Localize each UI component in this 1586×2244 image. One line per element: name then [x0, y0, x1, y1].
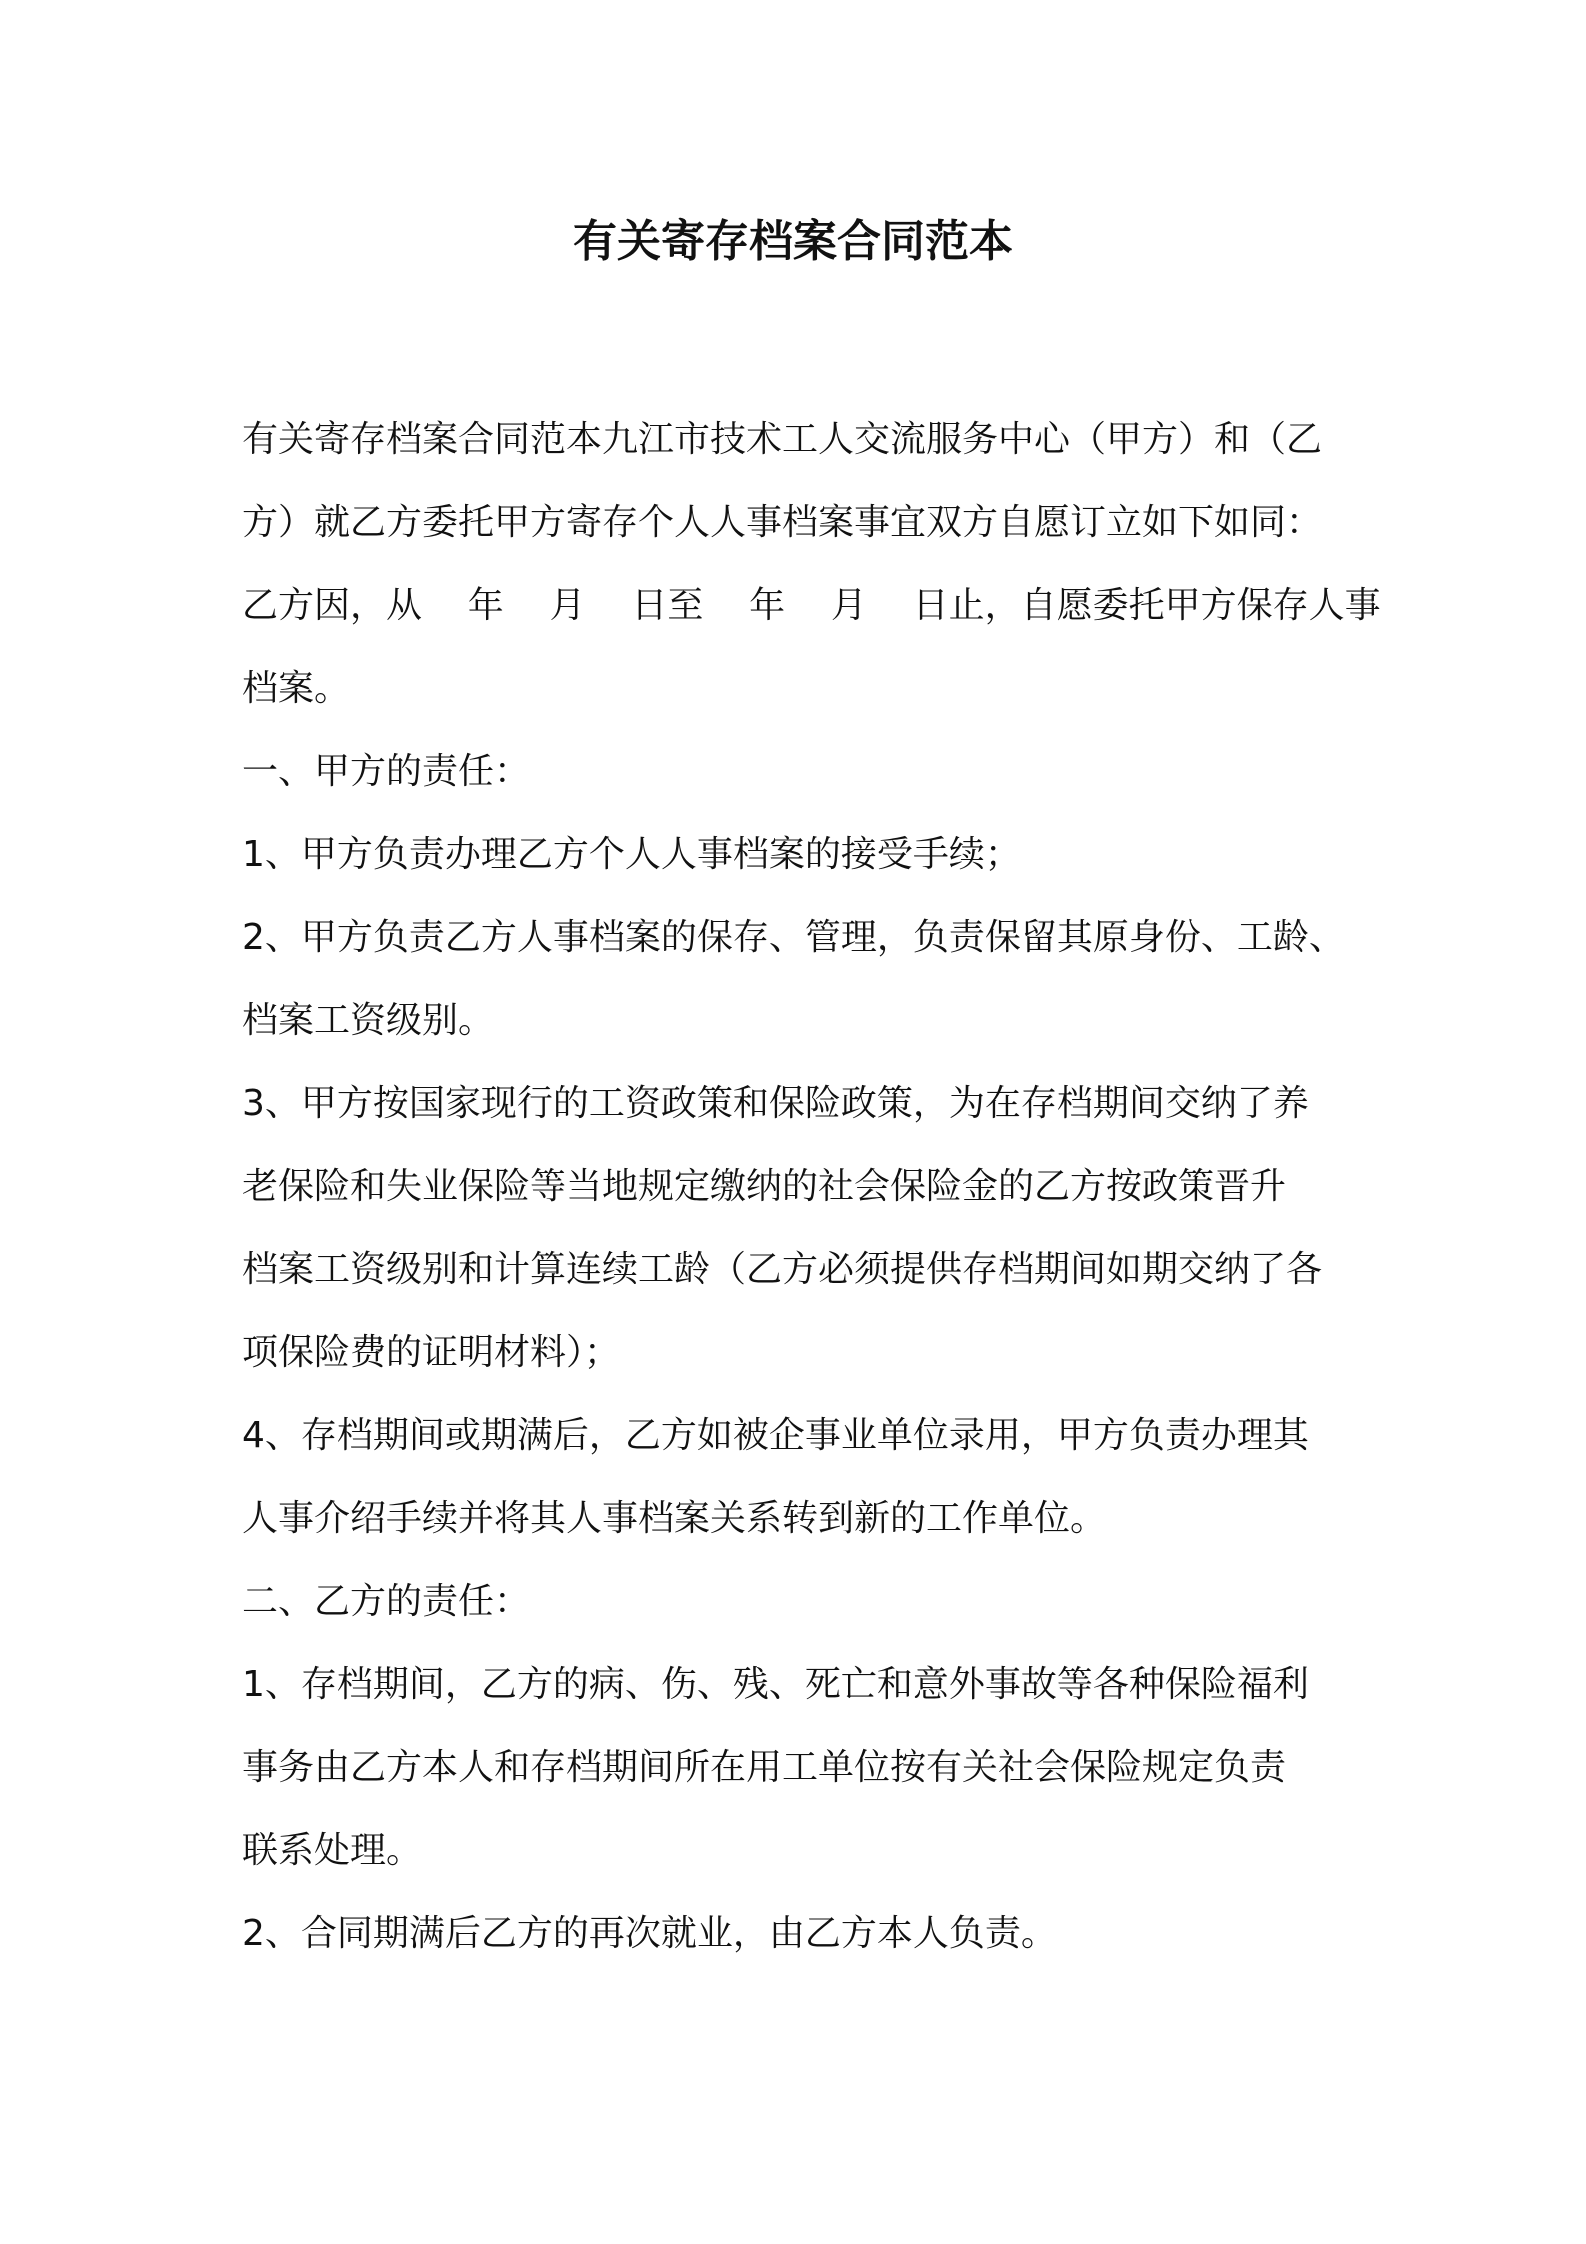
- document-title: 有关寄存档案合同范本: [573, 216, 1013, 267]
- section-heading-party-b: 二、乙方的责任：: [242, 1581, 531, 1622]
- body-line: 档案工资级别。: [242, 1000, 495, 1041]
- body-line: 4、存档期间或期满后，乙方如被企事业单位录用，甲方负责办理其: [242, 1415, 1309, 1456]
- body-line: 方）就乙方委托甲方寄存个人人事档案事宜双方自愿订立如下如同：: [242, 502, 1323, 543]
- body-line: 联系处理。: [242, 1830, 423, 1871]
- body-line: 老保险和失业保险等当地规定缴纳的社会保险金的乙方按政策晋升: [242, 1166, 1287, 1207]
- body-line: 有关寄存档案合同范本九江市技术工人交流服务中心（甲方）和（乙: [242, 419, 1323, 460]
- body-line: 2、甲方负责乙方人事档案的保存、管理，负责保留其原身份、工龄、: [242, 917, 1345, 958]
- document-body: [242, 398, 1381, 1975]
- body-line: 事务由乙方本人和存档期间所在用工单位按有关社会保险规定负责: [242, 1747, 1287, 1788]
- body-line: 人事介绍手续并将其人事档案关系转到新的工作单位。: [242, 1498, 1107, 1539]
- body-line: 档案工资级别和计算连续工龄（乙方必须提供存档期间如期交纳了各: [242, 1249, 1323, 1290]
- body-line: 档案。: [242, 668, 351, 709]
- body-line: 项保险费的证明材料）；: [242, 1332, 621, 1373]
- body-line: 3、甲方按国家现行的工资政策和保险政策，为在存档期间交纳了养: [242, 1083, 1309, 1124]
- body-line: 1、存档期间，乙方的病、伤、残、死亡和意外事故等各种保险福利: [242, 1664, 1309, 1705]
- body-line: 1、甲方负责办理乙方个人人事档案的接受手续；: [242, 834, 1021, 875]
- body-line: 乙方因，从 年 月 日至 年 月 日止，自愿委托甲方保存人事: [242, 585, 1381, 626]
- body-line: 2、合同期满后乙方的再次就业，由乙方本人负责。: [242, 1913, 1057, 1954]
- section-heading-party-a: 一、甲方的责任：: [242, 751, 531, 792]
